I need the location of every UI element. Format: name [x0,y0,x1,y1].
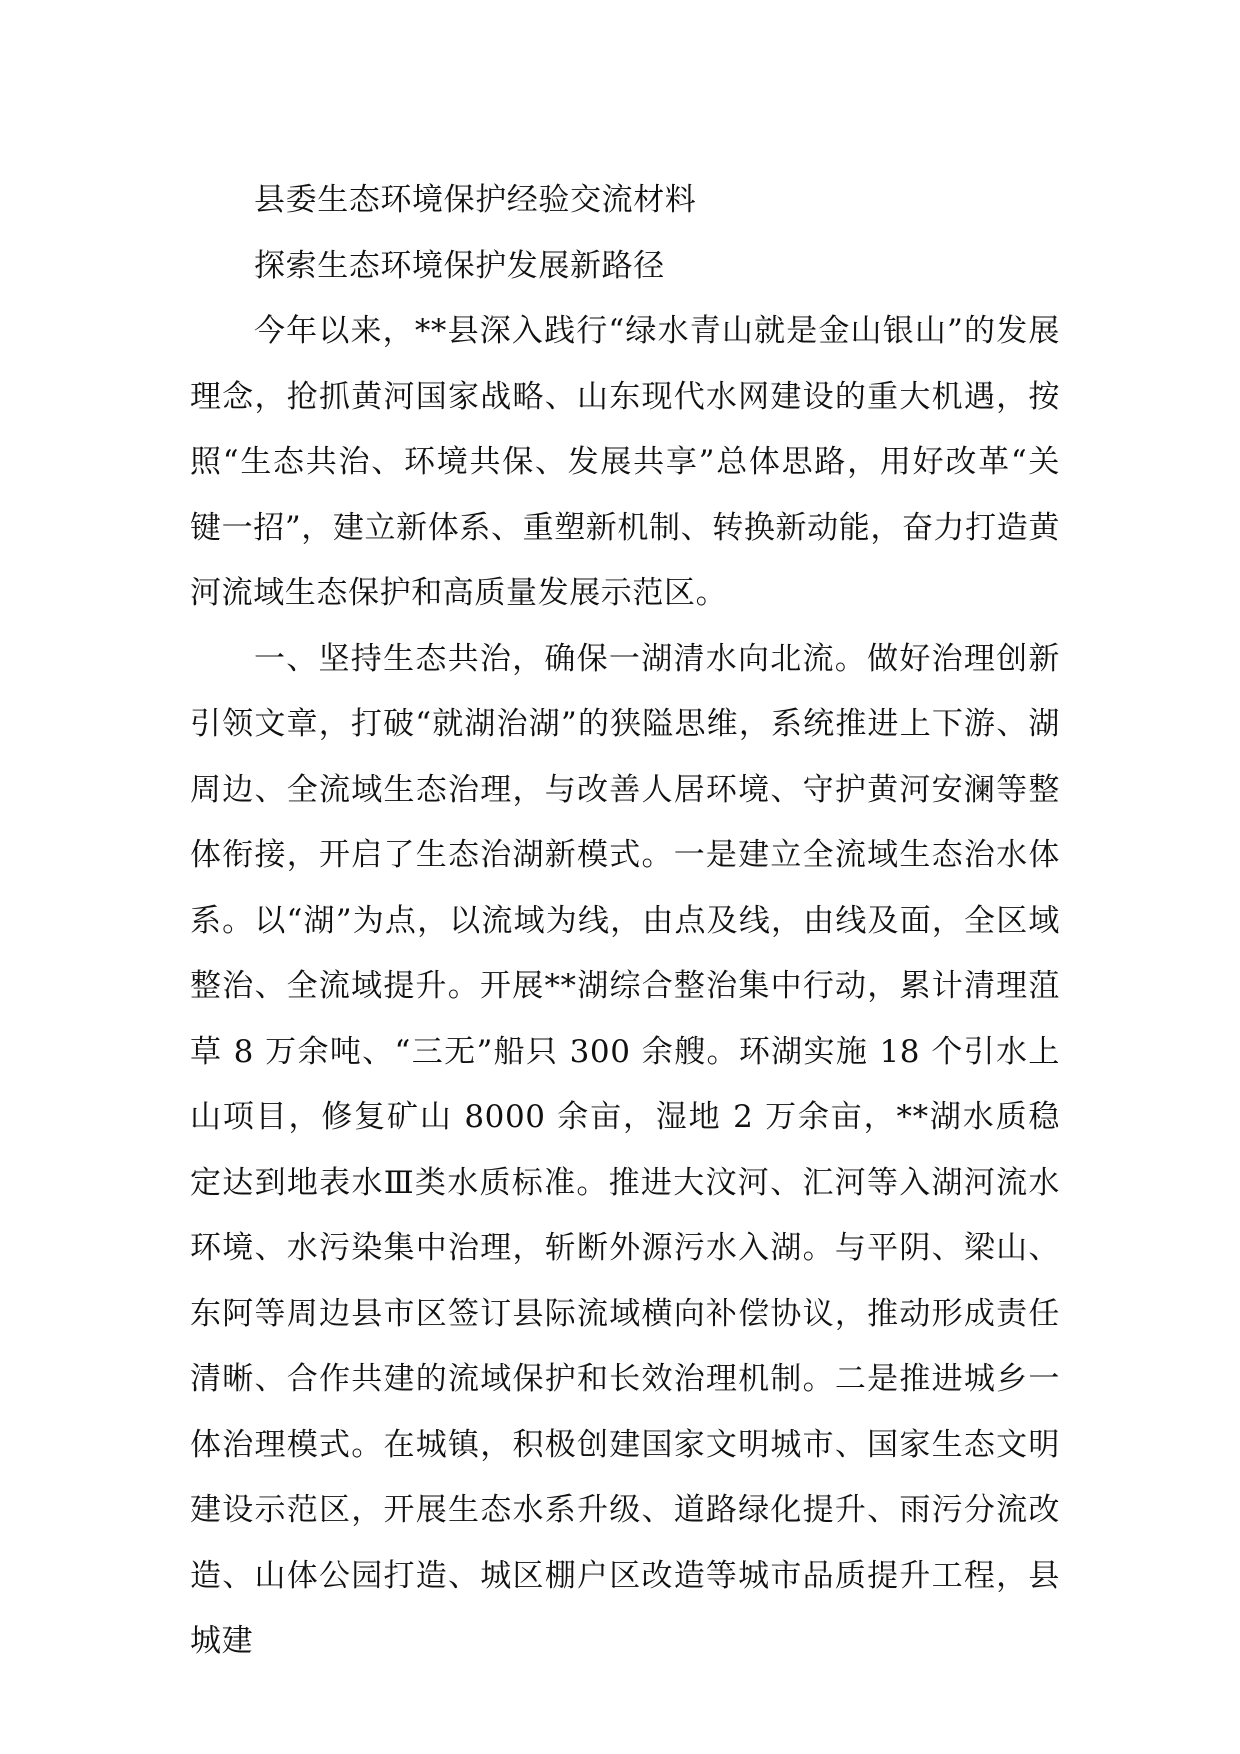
document-subtitle: 探索生态环境保护发展新路径 [254,247,665,284]
paragraph-intro: 今年以来，**县深入践行“绿水青山就是金山银山”的发展理念，抢抓黄河国家战略、山东现代水网建设的重大机遇，按照“生态共治、环境共保、发展共享”总体思路，用好改革“关键一招”，建立新体系、重塑新机制、转换新动能，奋力打造黄河流域生态保护和高质量发展示范区。 [190,313,1060,611]
paragraph-section-one: 一、坚持生态共治，确保一湖清水向北流。做好治理创新引领文章，打破“就湖治湖”的狭隘思维，系统推进上下游、湖周边、全流域生态治理，与改善人居环境、守护黄河安澜等整体衔接，开启了生态治湖新模式。一是建立全流域生态治水体系。以“湖”为点，以流域为线，由点及线，由线及面，全区域整治、全流域提升。开展**湖综合整治集中行动，累计清理菹草 8 万余吨、“三无”船只 300 余艘。环湖实施 18 个引水上山项目，修复矿山 8000 余亩，湿地 2 万余亩，**湖水质稳定达到地表水Ⅲ类水质标准。推进大汶河、汇河等入湖河流水环境、水污染集中治理，斩断外源污水入湖。与平阴、梁山、东阿等周边县市区签订县际流域横向补偿协议，推动形成责任清晰、合作共建的流域保护和长效治理机制。二是推进城乡一体治理模式。在城镇，积极创建国家文明城市、国家生态文明建设示范区，开展生态水系升级、道路绿化提升、雨污分流改造、山体公园打造、城区棚户区改造等城市品质提升工程，县城建 [190,640,1060,1659]
document-body [190,168,1060,1675]
document-title: 县委生态环境保护经验交流材料 [254,182,697,218]
